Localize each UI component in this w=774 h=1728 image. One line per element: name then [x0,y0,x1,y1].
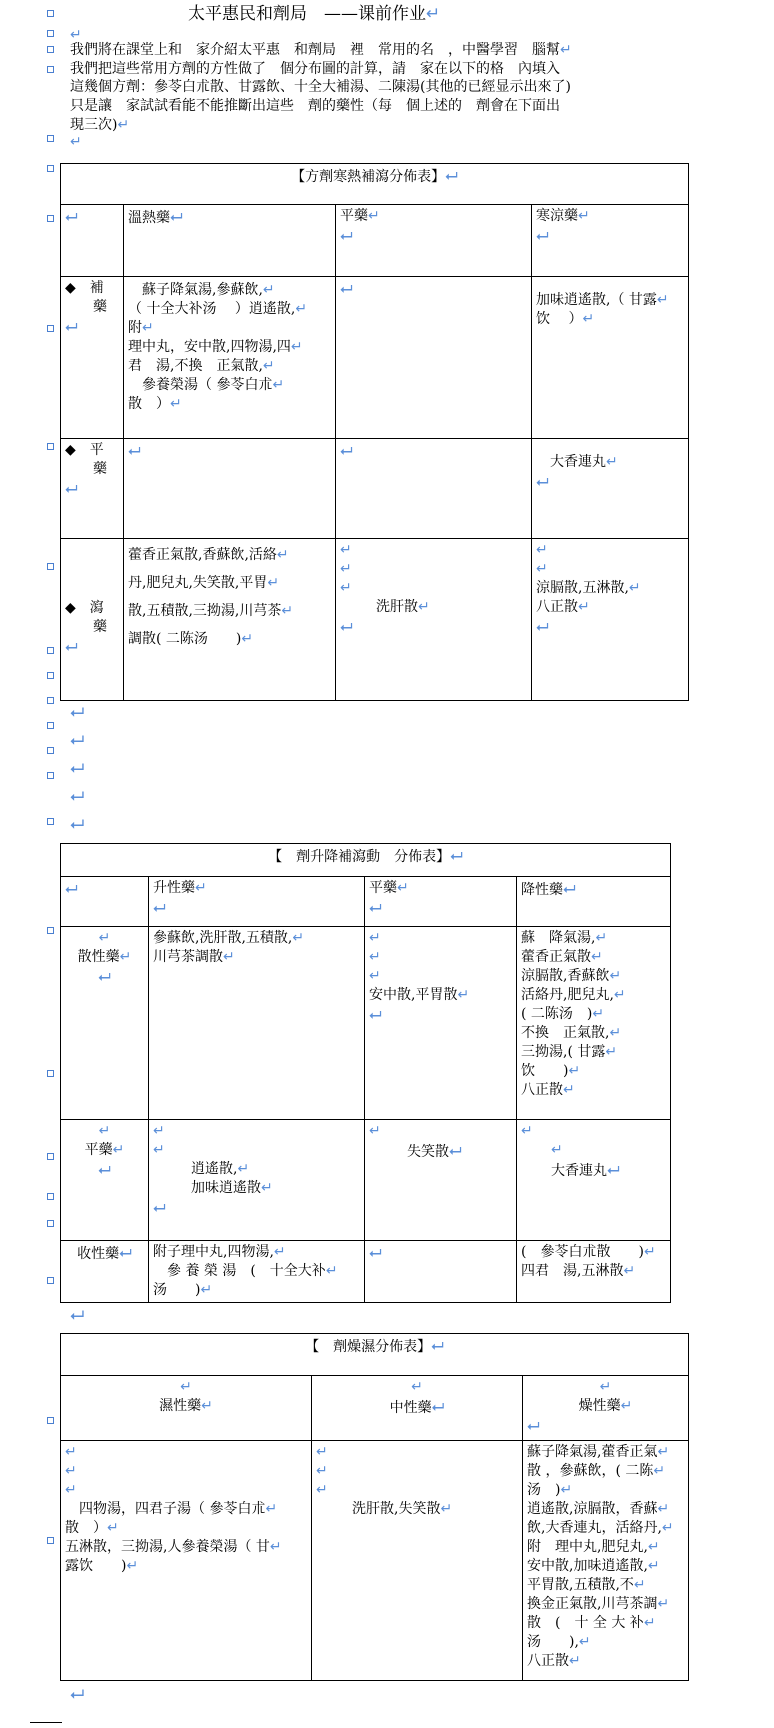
cell-line: 散 ） [128,396,170,412]
cell-line: 饮 ） [536,311,583,327]
footnote-separator [30,1722,62,1723]
bullet-marker [47,772,54,779]
column-header: 寒涼藥↵ ⮠ [532,205,689,277]
cell-line: 饮 ) [521,1063,569,1079]
blank-line: ⮠ [70,1305,85,1326]
bullet-marker [47,46,54,53]
cell-line: 加味逍遙散 [191,1180,261,1196]
column-header: 平藥↵ ⮠ [365,877,517,927]
row-label: 收性藥⮠ [61,1241,149,1303]
bullet-marker [47,697,54,704]
table-cell: ↵ ↵ 涼膈散,五淋散,↵ 八正散↵ ⮠ [532,539,689,701]
cell-line: 五淋散，三拗湯,人參養榮湯（ 甘 [65,1539,270,1555]
table-cell: ⮠ [336,439,532,539]
bullet-marker [47,647,54,654]
bullet-marker [47,215,54,222]
row-label: ↵ 散性藥↵ ⮠ [61,927,149,1120]
cell-line: 逍遙散,涼膈散，香蘇 [527,1501,658,1517]
cell-line: 八正散 [527,1653,569,1669]
cell-line: 三拗湯,( 甘露 [521,1044,606,1060]
table-cell: ↵ ↵ ↵ 安中散,平胃散↵ ⮠ [365,927,517,1120]
cell-line: 君 湯,不換 正氣散, [128,358,263,374]
cell-line: 涼膈散,香蘇飲 [521,968,610,984]
cell-line: 露饮 ) [65,1558,127,1574]
bullet-marker [47,10,54,17]
cell-line: 飲,大香連丸，活絡丹, [527,1520,662,1536]
cell-line: 八正散 [521,1082,563,1098]
up-down-table [60,843,671,1303]
bullet-marker [47,1537,54,1544]
bullet-marker [47,818,54,825]
column-header: 升性藥↵ ⮠ [149,877,365,927]
page-title: 太平惠民和劑局 ——课前作业↵ [188,4,441,24]
table-cell: 蘇子降氣湯,參蘇飲,↵ （ 十全大补汤 ）逍遙散,↵ 附↵ 理中丸，安中散,四物湯,四↵ 君 湯,不換 正氣散,↵ 參養榮湯（ 參苓白朮↵ 散 ）↵ [124,277,336,439]
table-caption: 【方劑寒熱補瀉分佈表】⮠ [61,164,689,205]
column-header: ↵ 燥性藥↵ ⮠ [523,1376,689,1441]
bullet-marker [47,1277,54,1284]
column-header: 溫熱藥⮠ [124,205,336,277]
cell-line: 汤 ), [527,1634,579,1650]
cell-line: 散 ( 十 全 大 补 [527,1615,644,1631]
cell-line: 參 養 榮 湯 ( 十全大补 [153,1263,326,1279]
cell-line: 蘇子降氣湯,參蘇飲, [128,282,263,298]
cell-line: 汤 ) [527,1482,561,1498]
bullet-marker [47,1153,54,1160]
cell-line: 換金正氣散,川芎茶調 [527,1596,658,1612]
bullet-marker [47,927,54,934]
cell-line: 四君 湯,五淋散 [521,1263,624,1279]
intro-line-1: 我們將在課堂上和 家介紹太平惠 和劑局 裡 常用的名 ，中醫學習 腦幫↵ [70,42,572,58]
cell-line: 藿香正氣散,香蘇飲,活絡 [128,547,277,563]
blank-line: ⮠ [70,814,85,835]
cell-line: 丹,肥兒丸,失笑散,平胃 [128,575,268,591]
table-cell: 蘇 降氣湯,↵ 藿香正氣散↵ 涼膈散,香蘇飲↵ 活絡丹,肥兒丸,↵ ( 二陈汤 )↵ 不換 正氣散,↵ 三拗湯,( 甘露↵ 饮 )↵ 八正散↵ [517,927,671,1120]
blank-line: ⮠ [70,730,85,751]
bullet-marker [47,1220,54,1227]
table-caption: 【 劑燥濕分佈表】⮠ [61,1334,689,1376]
cell-line: 理中丸，安中散,四物湯,四 [128,339,291,355]
bullet-marker [47,66,54,73]
table-cell: ↵ ↵ ↵ 洗肝散,失笑散↵ [312,1441,523,1681]
cell-line: 加味逍遙散,（ 甘露 [536,292,657,308]
dry-moist-table [60,1333,689,1681]
cell-line: 附 [128,320,142,336]
cold-hot-table [60,163,689,701]
cell-line: 逍遙散, [191,1161,238,1177]
bullet-marker [47,563,54,570]
table-cell: 蘇子降氣湯,藿香正氣↵ 散 ，參蘇飲，( 二陈↵ 汤 )↵ 逍遙散,涼膈散，香蘇↵ 飲,大香連丸，活絡丹,↵ 附 理中丸,肥兒丸,↵ 安中散,加味逍遙散,↵ 平胃散,五積散,不↵ 換金正氣散,川芎茶調↵ 散 ( 十 全 大 补↵ 汤 ),↵ 八正散↵ [523,1441,689,1681]
table-cell: ↵ ↵ ↵ 四物湯，四君子湯（ 參苓白朮↵ 散 ）↵ 五淋散，三拗湯,人參養榮湯（ 甘↵ 露饮 )↵ [61,1441,312,1681]
cell-line: 附子理中丸,四物湯, [153,1244,274,1260]
table-cell: 大香連丸↵ ⮠ [532,439,689,539]
blank-line: ⮠ [70,758,85,779]
bullet-marker [47,1193,54,1200]
blank-line: ⮠ [70,786,85,807]
cell-line: 蘇子降氣湯,藿香正氣 [527,1444,658,1460]
bullet-marker [47,325,54,332]
cell-line: 散 ） [65,1520,107,1536]
cell-line: 洗肝散,失笑散 [352,1501,441,1517]
cell-line: 藿香正氣散 [521,949,591,965]
cell-line: （ 十全大补汤 ）逍遙散, [128,301,296,317]
cell-line: 參養榮湯（ 參苓白朮 [128,377,273,393]
intro-line-5: 現三次)↵ [70,117,130,133]
intro-line-4: 只是讓 家試試看能不能推斷出這些 劑的藥性（每 個上述的 劑會在下面出 [70,98,560,114]
intro-line-2: 我們把這些常用方劑的方性做了 個分布圖的計算，請 家在以下的格 內填入 [70,61,560,77]
column-header: 平藥↵ ⮠ [336,205,532,277]
table-caption: 【 劑升降補瀉動 分佈表】⮠ [61,844,671,877]
cell-line: ( 二陈汤 ) [521,1006,593,1022]
bullet-marker [47,165,54,172]
row-label: ↵ 平藥↵ ⮠ [61,1120,149,1241]
bullet-marker [47,1070,54,1077]
cell-line: 大香連丸 [536,454,606,470]
column-header: ↵ 濕性藥↵ [61,1376,312,1441]
corner-cell: ⮠ [61,205,124,277]
cell-line: ( 參苓白朮散 ) [521,1244,644,1260]
bullet-marker [47,135,54,142]
cell-line: 八正散 [536,599,578,615]
table-cell: 藿香正氣散,香蘇飲,活絡↵ 丹,肥兒丸,失笑散,平胃↵ 散,五積散,三拗湯,川芎茶↵ 調散( 二陈汤 )↵ [124,539,336,701]
column-header: 降性藥⮠ [517,877,671,927]
table-cell: ↵ ↵ ↵ 洗肝散↵ ⮠ [336,539,532,701]
cell-line: 安中散,平胃散 [369,987,458,1003]
cell-line: 涼膈散,五淋散, [536,580,629,596]
cell-line: 附 理中丸,肥兒丸, [527,1539,648,1555]
bullet-marker [47,722,54,729]
table-cell: ↵ 失笑散⮠ [365,1120,517,1241]
bullet-marker [47,1417,54,1424]
row-label: ◆ 補 藥 ⮠ [61,277,124,439]
blank-line: ⮠ [70,702,85,723]
cell-line: 參蘇飲,洗肝散,五積散, [153,930,293,946]
cell-line: 活絡丹,肥兒丸, [521,987,614,1003]
intro-line-3: 這幾個方劑：參苓白朮散、甘露飲、十全大補湯、二陳湯(其他的已經显示出來了) [70,79,571,95]
cell-line: 安中散,加味逍遙散, [527,1558,648,1574]
bullet-marker [47,30,54,37]
table-cell: ( 參苓白朮散 )↵ 四君 湯,五淋散↵ [517,1241,671,1303]
blank-line: ↵ [70,27,82,43]
cell-line: 四物湯，四君子湯（ 參苓白朮 [65,1501,266,1517]
cell-line: 汤 ) [153,1282,201,1298]
table-cell: ↵ ↵ 大香連丸⮠ [517,1120,671,1241]
bullet-marker [47,672,54,679]
corner-cell: ⮠ [61,877,149,927]
table-cell: ⮠ [124,439,336,539]
table-cell: 加味逍遙散,（ 甘露↵ 饮 ）↵ [532,277,689,439]
table-cell: ⮠ [336,277,532,439]
cell-line: 平胃散,五積散,不 [527,1577,634,1593]
cell-line: 不換 正氣散, [521,1025,610,1041]
cell-line: 調散( 二陈汤 ) [128,631,242,647]
blank-line: ↵ [70,134,82,150]
cell-line: 蘇 降氣湯, [521,930,596,946]
row-label: ◆ 平 藥 ⮠ [61,439,124,539]
table-cell: 附子理中丸,四物湯,↵ 參 養 榮 湯 ( 十全大补↵ 汤 )↵ [149,1241,365,1303]
cell-line: 散,五積散,三拗湯,川芎茶 [128,603,282,619]
row-label: ◆ 瀉 藥 ⮠ [61,539,124,701]
cell-line: 川芎茶調散 [153,949,223,965]
cell-line: 散 ，參蘇飲，( 二陈 [527,1463,654,1479]
bullet-marker [47,443,54,450]
blank-line: ⮠ [70,1684,85,1705]
table-cell: ⮠ [365,1241,517,1303]
table-cell: ↵ ↵ 逍遙散,↵ 加味逍遙散↵ ⮠ [149,1120,365,1241]
table-cell: 參蘇飲,洗肝散,五積散,↵ 川芎茶調散↵ [149,927,365,1120]
column-header: ↵ 中性藥⮠ [312,1376,523,1441]
bullet-marker [47,747,54,754]
